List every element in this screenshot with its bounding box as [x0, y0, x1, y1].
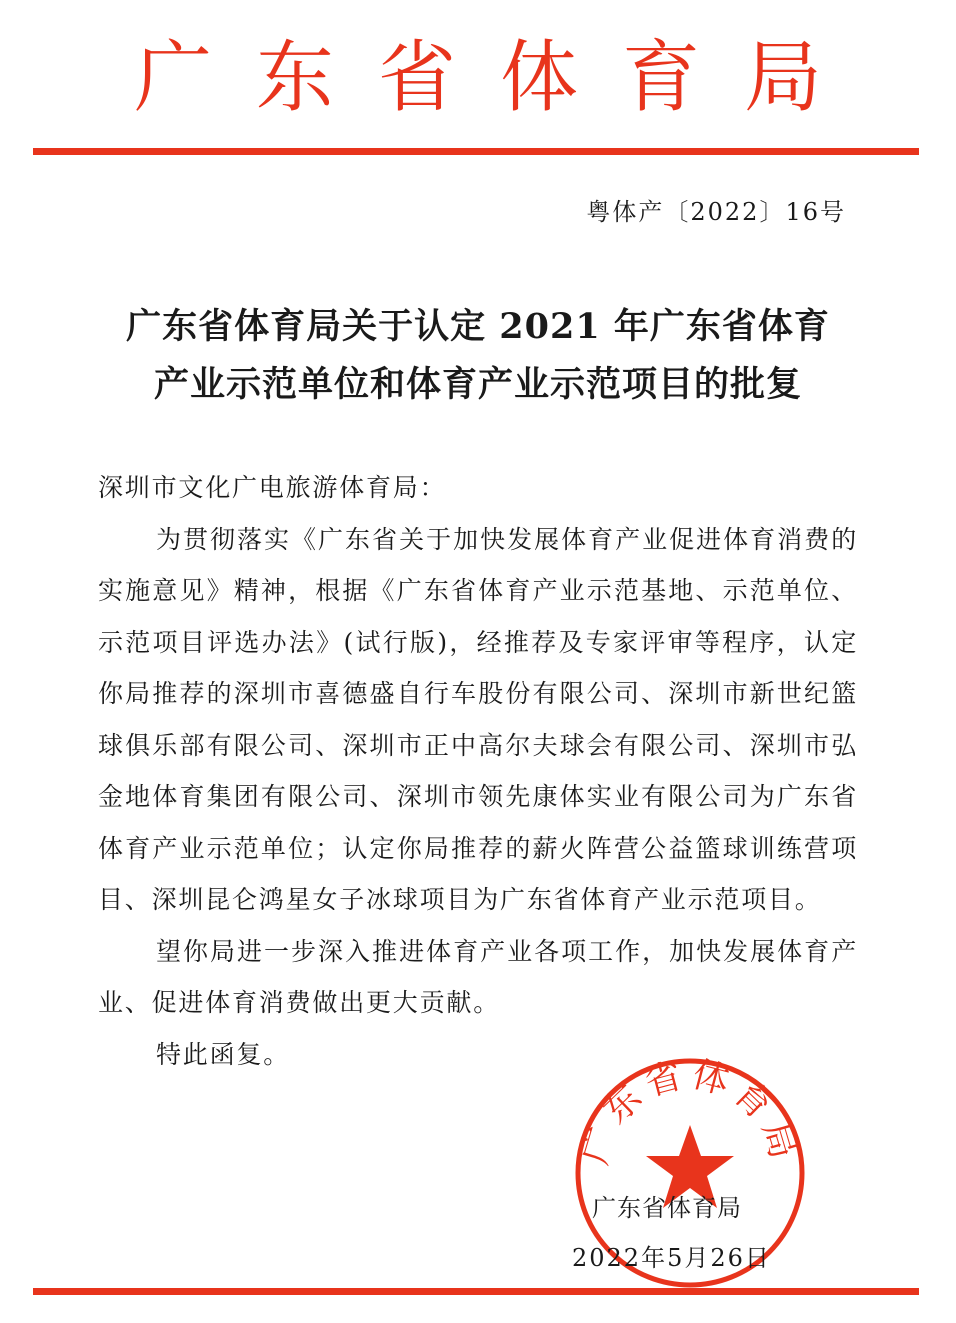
seal-text: 广东省体育局 [574, 1055, 806, 1170]
document-title-line-2: 产业示范单位和体育产业示范项目的批复 [153, 364, 802, 405]
body-paragraph-2: 望你局进一步深入推进体育产业各项工作，加快发展体育产业、促进体育消费做出更大贡献。 [98, 936, 858, 1017]
document-title [60, 298, 896, 414]
document-title-line-1: 广东省体育局关于认定 2021 年广东省体育 [126, 306, 830, 347]
salutation: 深圳市文化广电旅游体育局： [98, 473, 447, 502]
letterhead-title: 广东省体育局 [133, 33, 866, 123]
letterhead-divider-bottom [33, 1288, 919, 1295]
document-number: 粤体产〔2022〕16号 [586, 198, 846, 226]
body-paragraph-1: 为贯彻落实《广东省关于加快发展体育产业促进体育消费的实施意见》精神，根据《广东省体育产业示范基地、示范单位、示范项目评选办法》(试行版)，经推荐及专家评审等程序，认定你局推荐的深圳市喜德盛自行车股份有限公司、深圳市新世纪篮球俱乐部有限公司、深圳市正中高尔夫球会有限公司、深圳市弘金地体育集团有限公司、深圳市领先康体实业有限公司为广东省体育产业示范单位；认定你局推荐的薪火阵营公益篮球训练营项目、深圳昆仑鸿星女子冰球项目为广东省体育产业示范项目。 [98, 524, 858, 914]
letterhead-divider-top [33, 148, 919, 155]
closing-remark: 特此函复。 [156, 1039, 291, 1069]
signature-organization: 广东省体育局 [592, 1194, 742, 1222]
document-body [98, 462, 858, 1080]
document-date: 2022年5月26日 [572, 1244, 771, 1272]
